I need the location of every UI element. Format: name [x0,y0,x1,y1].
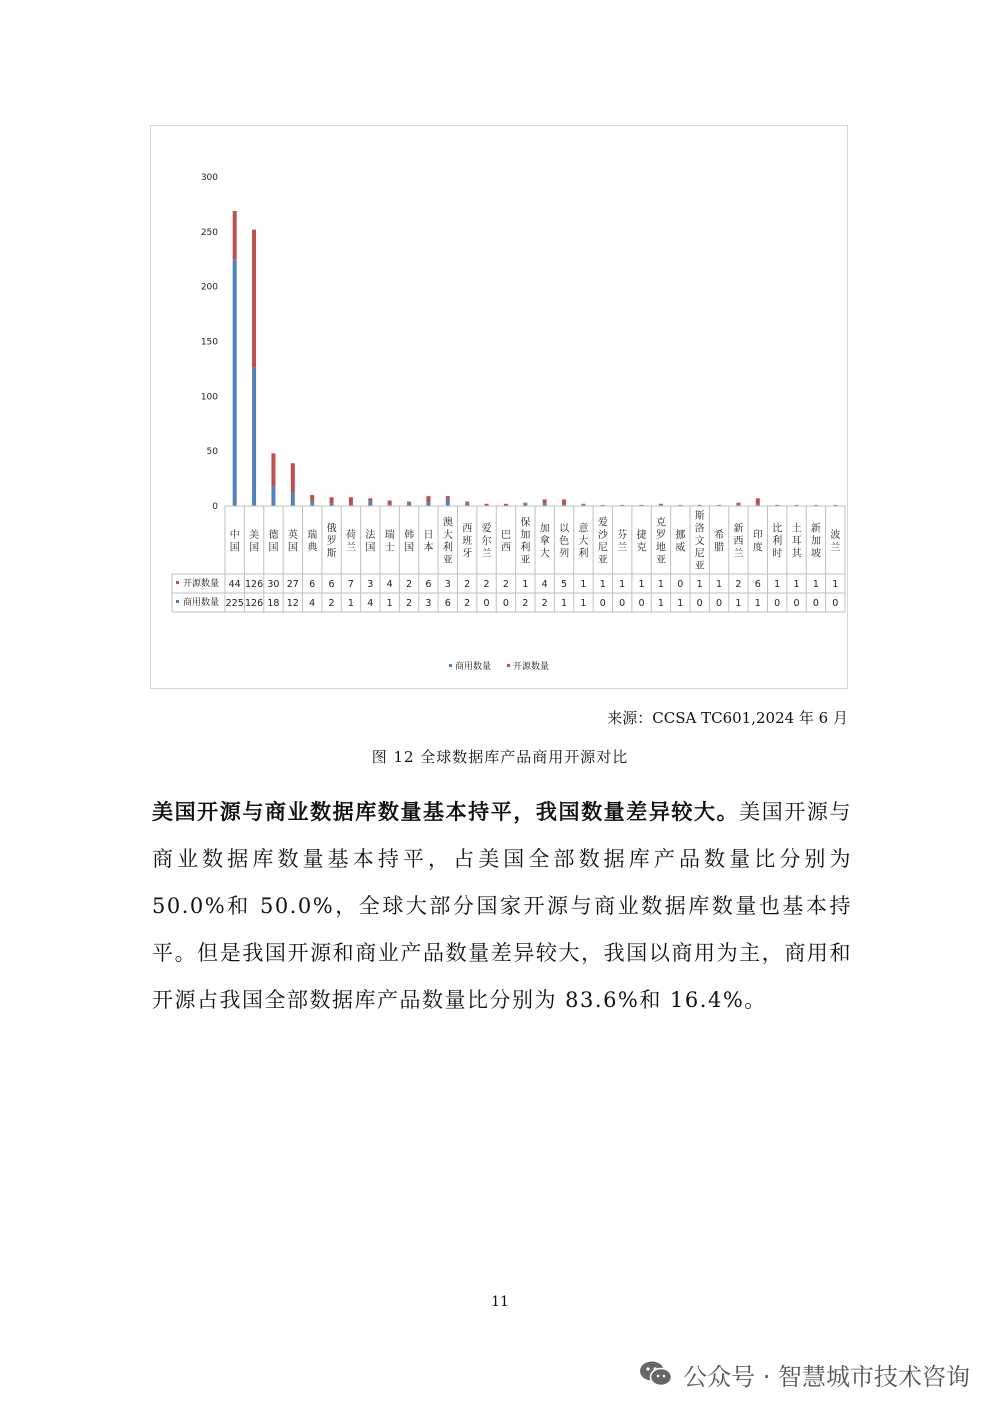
table-cell-1-12: 2 [464,598,471,609]
body-paragraph [152,788,852,1024]
category-label-13: 爱尔兰 [481,523,492,560]
table-cell-1-18: 1 [580,598,587,609]
category-label-10: 日本 [423,529,434,554]
category-label-15: 保加利亚 [520,517,531,566]
table-cell-0-29: 1 [793,579,800,590]
table-cell-1-6: 1 [347,598,354,609]
table-cell-0-27: 6 [754,579,761,590]
table-cell-1-10: 3 [425,598,432,609]
category-label-24: 斯洛文尼亚 [694,511,705,572]
table-row-label-1: 商用数量 [183,598,220,608]
table-cell-1-25: 0 [716,598,723,609]
table-cell-0-25: 1 [716,579,723,590]
bar-opensource-26 [736,503,740,505]
table-cell-1-1: 126 [244,598,264,609]
table-cell-1-26: 1 [735,598,742,609]
table-row-label-0: 开源数量 [183,579,220,589]
table-cell-1-7: 4 [367,598,374,609]
table-cell-1-13: 0 [483,598,490,609]
table-cell-0-11: 3 [444,579,451,590]
category-label-9: 韩国 [404,529,415,554]
table-cell-0-26: 2 [735,579,742,590]
bar-commercial-4 [310,502,314,506]
bar-opensource-11 [446,496,450,499]
figure-caption: 图 12 全球数据库产品商用开源对比 [371,748,629,766]
y-tick-label-3: 150 [200,337,218,348]
category-label-22: 克罗地亚 [655,517,666,566]
table-cell-1-29: 0 [793,598,800,609]
table-cell-0-14: 2 [502,579,509,590]
y-tick-label-0: 0 [212,502,218,512]
bar-opensource-12 [465,502,469,504]
bar-commercial-1 [252,368,256,506]
watermark-text: 公众号 · 智慧城市技术咨询 [683,1362,970,1391]
category-label-14: 巴西 [500,529,511,554]
table-cell-0-24: 1 [696,579,703,590]
chart-frame [150,125,848,689]
category-label-0: 中国 [229,529,240,554]
bar-opensource-0 [233,211,237,259]
paragraph-lead: 美国开源与商业数据库数量基本持平，我国数量差异较大。 [152,799,740,824]
table-cell-0-16: 4 [541,579,548,590]
bar-opensource-4 [310,495,314,502]
category-label-25: 希腊 [714,529,725,554]
bar-commercial-2 [271,486,275,506]
legend-label-0: 商用数量 [455,662,492,672]
category-label-18: 意大利 [578,523,589,560]
table-cell-1-17: 1 [561,598,568,609]
table-cell-0-0: 44 [228,579,241,590]
bar-opensource-3 [291,463,295,493]
table-cell-1-31: 0 [832,598,839,609]
category-label-16: 加拿大 [539,523,550,560]
table-cell-1-19: 0 [599,598,606,609]
table-cell-1-24: 0 [696,598,703,609]
paragraph-body: 美国开源与商业数据库数量基本持平，占美国全部数据库产品数量比分别为 50.0%和 50.0%，全球大部分国家开源与商业数据库数量也基本持平。但是我国开源和商业产品数量差异较大，我国以商用为主，商用和开源占我国全部数据库产品数量比分别为 83.6%和 16.4%。 [152,800,853,1012]
table-cell-0-28: 1 [774,579,781,590]
category-label-11: 澳大利亚 [442,517,453,566]
y-tick-label-6: 300 [200,173,218,183]
table-cell-1-11: 6 [444,598,451,609]
table-cell-0-22: 1 [657,579,664,590]
category-label-4: 瑞典 [307,529,318,554]
table-cell-1-14: 0 [502,598,509,609]
category-label-29: 土耳其 [791,523,802,560]
bar-opensource-15 [523,503,527,504]
table-cell-1-27: 1 [754,598,761,609]
table-cell-0-21: 1 [638,579,645,590]
bar-opensource-18 [581,504,585,505]
category-label-17: 以色列 [559,523,570,560]
table-cell-0-17: 5 [561,579,568,590]
table-row-key-1 [176,600,179,603]
table-cell-1-22: 1 [657,598,664,609]
table-cell-0-23: 0 [677,579,684,590]
table-cell-1-3: 12 [286,598,299,609]
y-tick-label-1: 50 [206,447,218,458]
table-cell-1-8: 1 [386,598,393,609]
table-cell-0-4: 6 [309,579,316,590]
chart-source: 来源：CCSA TC601,2024 年 6 月 [607,709,848,727]
table-cell-1-0: 225 [225,598,244,609]
table-cell-0-20: 1 [619,579,626,590]
y-tick-label-4: 200 [200,282,218,293]
category-label-6: 荷兰 [345,529,356,554]
table-cell-0-2: 30 [267,579,280,590]
table-cell-0-12: 2 [464,579,471,590]
table-cell-0-6: 7 [347,579,354,590]
table-cell-0-31: 1 [832,579,839,590]
category-label-12: 西班牙 [462,523,473,560]
table-cell-1-23: 1 [677,598,684,609]
bar-opensource-9 [407,502,411,504]
category-label-31: 波兰 [830,529,841,554]
bar-commercial-11 [446,499,450,506]
category-label-26: 新西兰 [733,523,744,560]
table-cell-0-15: 1 [522,579,529,590]
category-label-8: 瑞士 [384,529,395,554]
table-cell-1-15: 2 [522,598,529,609]
table-cell-0-8: 4 [386,579,393,590]
table-row-key-0 [176,581,179,584]
legend-key-1 [507,664,510,667]
table-cell-1-9: 2 [406,598,413,609]
bar-opensource-1 [252,230,256,368]
table-cell-0-5: 6 [328,579,335,590]
category-label-28: 比利时 [772,523,783,560]
bar-opensource-2 [271,453,275,486]
bar-opensource-27 [756,498,760,505]
category-label-30: 新加坡 [810,523,821,560]
table-cell-0-10: 6 [425,579,432,590]
table-cell-0-19: 1 [599,579,606,590]
category-label-3: 英国 [287,529,298,554]
y-tick-label-2: 100 [200,392,218,403]
bar-opensource-16 [543,499,547,503]
table-cell-0-3: 27 [286,579,299,590]
bar-opensource-17 [562,499,566,504]
category-label-5: 俄罗斯 [326,523,337,560]
stacked-bar-chart [151,126,849,690]
category-label-2: 德国 [268,529,279,554]
bar-commercial-7 [368,502,372,506]
table-cell-0-18: 1 [580,579,587,590]
table-cell-1-16: 2 [541,598,548,609]
table-cell-0-30: 1 [812,579,819,590]
y-tick-label-5: 250 [200,227,218,238]
page-number: 11 [491,1294,509,1310]
watermark [639,1356,970,1392]
wechat-icon [639,1360,673,1388]
table-cell-0-1: 126 [244,579,264,590]
bar-commercial-3 [291,493,295,506]
bar-opensource-22 [659,504,663,505]
category-label-23: 挪威 [675,529,686,554]
category-label-1: 美国 [249,529,260,554]
table-cell-1-21: 0 [638,598,645,609]
bar-opensource-7 [368,498,372,501]
bar-commercial-0 [233,259,237,506]
category-label-21: 捷克 [636,529,647,554]
table-cell-1-28: 0 [774,598,781,609]
table-cell-1-30: 0 [812,598,819,609]
bar-opensource-10 [426,496,430,503]
category-label-19: 爱沙尼亚 [597,517,608,566]
table-cell-1-5: 2 [328,598,335,609]
category-label-27: 印度 [752,529,763,554]
table-cell-0-13: 2 [483,579,490,590]
table-cell-0-9: 2 [406,579,413,590]
category-label-7: 法国 [365,529,376,554]
table-cell-0-7: 3 [367,579,374,590]
legend-key-0 [449,664,452,667]
category-label-20: 芬兰 [617,529,628,554]
legend-label-1: 开源数量 [513,662,550,672]
table-cell-1-2: 18 [267,598,280,609]
table-cell-1-4: 4 [309,598,316,609]
table-cell-1-20: 0 [619,598,626,609]
bar-opensource-5 [330,497,334,504]
bar-opensource-6 [349,497,353,505]
bar-opensource-8 [388,501,392,505]
